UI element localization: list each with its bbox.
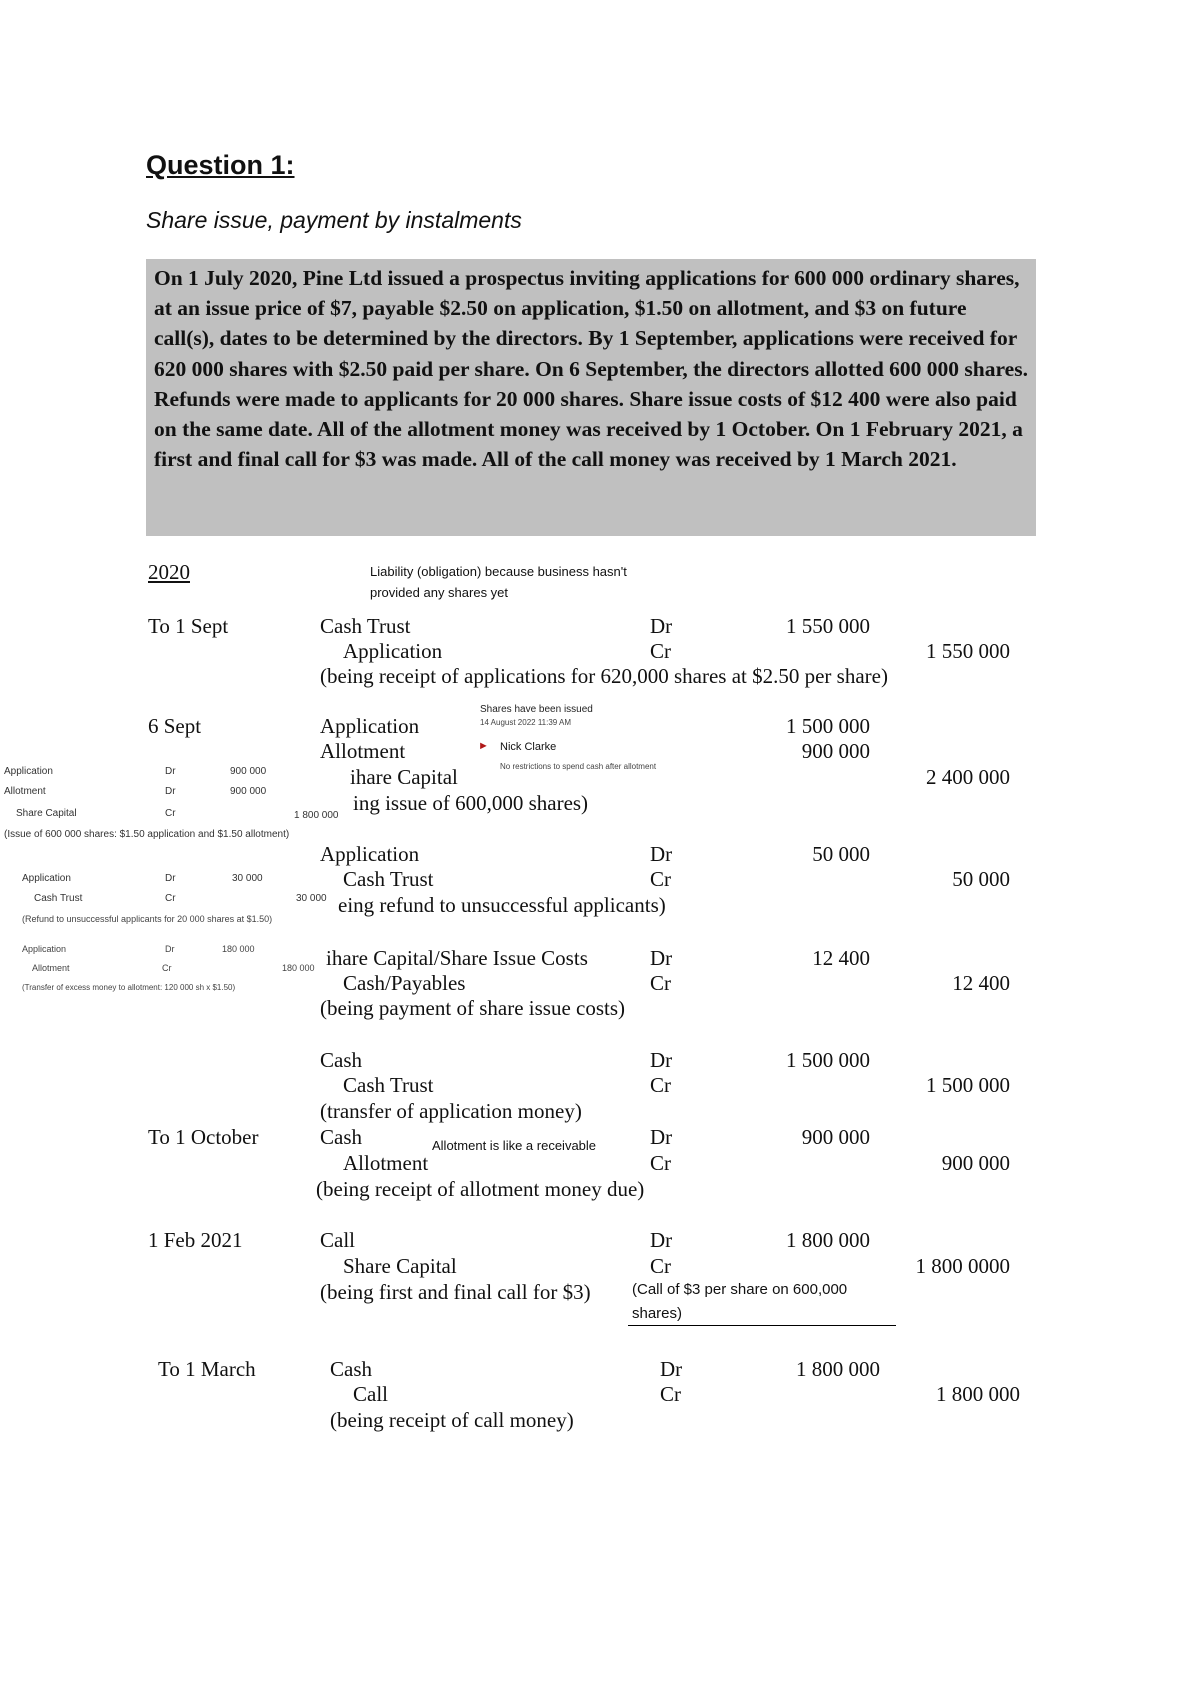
entry4-debit-amount: 12 400 — [812, 946, 870, 970]
call-note-underline — [628, 1325, 896, 1326]
entry7-narration: (being first and final call for $3) — [320, 1280, 591, 1304]
side-b-line1-amount: 30 000 — [232, 873, 263, 884]
entry5-dr: Dr — [650, 1048, 673, 1072]
entry4-credit-account: Cash/Payables — [343, 971, 466, 995]
year-heading: 2020 — [148, 560, 190, 584]
entry2-debit-amount-1: 1 500 000 — [786, 714, 870, 738]
entry1-debit-amount: 1 550 000 — [786, 614, 870, 638]
side-b-line1-account: Application — [22, 873, 71, 884]
entry2-debit-account-2: Allotment — [320, 739, 406, 763]
entry5-narration: (transfer of application money) — [320, 1099, 582, 1123]
entry7-credit-amount: 1 800 0000 — [915, 1254, 1010, 1278]
entry8-cr: Cr — [660, 1382, 681, 1406]
entry8-debit-account: Cash — [330, 1357, 372, 1381]
entry3-credit-amount: 50 000 — [952, 867, 1010, 891]
entry3-credit-account: Cash Trust — [343, 867, 434, 891]
side-c-line1-amount: 180 000 — [222, 944, 255, 954]
entry3-debit-amount: 50 000 — [812, 842, 870, 866]
entry4-cr: Cr — [650, 971, 671, 995]
comment-marker-icon: ► — [478, 740, 489, 752]
entry2-credit-amount: 2 400 000 — [926, 765, 1010, 789]
entry4-credit-amount: 12 400 — [952, 971, 1010, 995]
entry8-credit-amount: 1 800 000 — [936, 1382, 1020, 1406]
entry2-date: 6 Sept — [148, 714, 202, 738]
entry5-credit-amount: 1 500 000 — [926, 1073, 1010, 1097]
entry4-dr: Dr — [650, 946, 673, 970]
entry7-cr: Cr — [650, 1254, 671, 1278]
entry1-debit-account: Cash Trust — [320, 614, 411, 638]
side-a-line1-amount: 900 000 — [230, 766, 267, 777]
entry2-narration: ing issue of 600,000 shares) — [353, 791, 589, 815]
side-b-line2-amount: 30 000 — [296, 893, 327, 904]
comment-date: 14 August 2022 11:39 AM — [480, 718, 572, 727]
entry6-debit-account: Cash — [320, 1125, 362, 1149]
entry8-debit-amount: 1 800 000 — [796, 1357, 880, 1381]
side-c-line1-dr: Dr — [165, 944, 175, 954]
side-b-line2-account: Cash Trust — [34, 893, 83, 904]
problem-text: On 1 July 2020, Pine Ltd issued a prospectus inviting applications for 600 000 ordinary shares, at an issue price of $7, payable $2.50 on application, $1.50 on allotment, and $3 on future call(s), dates to be determined by the directors. By 1 September, applications were received for 620 000 shares with $2.50 paid per share. On 6 September, the directors allotted 600 000 shares. Refunds were made to applicants for 20 000 shares. Share issue costs of $12 400 were also paid on the same date. All of the allotment money was received by 1 October. On 1 February 2021, a first and final call for $3 was made. All of the call money was received by 1 March 2021. — [154, 266, 1028, 472]
entry3-dr: Dr — [650, 842, 673, 866]
liability-note-line2: provided any shares yet — [370, 585, 509, 600]
entry7-credit-account: Share Capital — [343, 1254, 457, 1278]
entry6-dr: Dr — [650, 1125, 673, 1149]
entry3-debit-account: Application — [320, 842, 420, 866]
entry5-cr: Cr — [650, 1073, 671, 1097]
entry7-dr: Dr — [650, 1228, 673, 1252]
entry6-credit-account: Allotment — [343, 1151, 429, 1175]
entry3-cr: Cr — [650, 867, 671, 891]
side-c-line2-account: Allotment — [32, 963, 70, 973]
entry8-narration: (being receipt of call money) — [330, 1408, 574, 1432]
question-subtitle: Share issue, payment by instalments — [146, 207, 522, 233]
side-a-line2-account: Allotment — [4, 786, 46, 797]
entry5-credit-account: Cash Trust — [343, 1073, 434, 1097]
comment-text: No restrictions to spend cash after allotment — [500, 762, 657, 771]
entry6-debit-amount: 900 000 — [801, 1125, 870, 1149]
entry5-debit-amount: 1 500 000 — [786, 1048, 870, 1072]
side-a-line2-amount: 900 000 — [230, 786, 267, 797]
side-a-line2-dr: Dr — [165, 786, 176, 797]
entry4-narration: (being payment of share issue costs) — [320, 996, 626, 1020]
entry6-date: To 1 October — [148, 1125, 259, 1149]
side-b-line2-cr: Cr — [165, 893, 176, 904]
call-note-line1: (Call of $3 per share on 600,000 — [632, 1281, 848, 1298]
allotment-receivable-note: Allotment is like a receivable — [432, 1138, 597, 1153]
side-c-line2-cr: Cr — [162, 963, 172, 973]
entry8-dr: Dr — [660, 1357, 683, 1381]
entry7-debit-account: Call — [320, 1228, 355, 1252]
side-a-line1-account: Application — [4, 766, 53, 777]
entry8-credit-account: Call — [353, 1382, 388, 1406]
question-title: Question 1: — [146, 150, 295, 180]
problem-box — [146, 259, 1036, 536]
side-a-line3-account: Share Capital — [16, 808, 77, 819]
entry7-debit-amount: 1 800 000 — [786, 1228, 870, 1252]
entry6-credit-amount: 900 000 — [941, 1151, 1010, 1175]
entry6-narration: (being receipt of allotment money due) — [316, 1177, 645, 1201]
side-a-narration: (Issue of 600 000 shares: $1.50 application and $1.50 allotment) — [4, 829, 290, 840]
entry1-credit-account: Application — [343, 639, 443, 663]
entry5-debit-account: Cash — [320, 1048, 362, 1072]
entry1-credit-amount: 1 550 000 — [926, 639, 1010, 663]
comment-author: Nick Clarke — [500, 741, 557, 753]
entry1-dr: Dr — [650, 614, 673, 638]
side-c-narration: (Transfer of excess money to allotment: 120 000 sh x $1.50) — [22, 983, 236, 992]
entry8-date: To 1 March — [158, 1357, 256, 1381]
entry2-debit-account-1: Application — [320, 714, 420, 738]
entry2-credit-account: ihare Capital — [350, 765, 458, 789]
entry1-narration: (being receipt of applications for 620,000 shares at $2.50 per share) — [320, 664, 888, 688]
side-b-line1-dr: Dr — [165, 873, 176, 884]
side-a-line3-amount: 1 800 000 — [294, 810, 339, 821]
shares-issued-note: Shares have been issued — [480, 704, 593, 715]
side-c-line1-account: Application — [22, 944, 67, 954]
entry4-debit-account: ihare Capital/Share Issue Costs — [326, 946, 588, 970]
entry1-cr: Cr — [650, 639, 671, 663]
entry2-debit-amount-2: 900 000 — [801, 739, 870, 763]
entry1-date: To 1 Sept — [148, 614, 229, 638]
entry6-cr: Cr — [650, 1151, 671, 1175]
side-c-line2-amount: 180 000 — [282, 963, 315, 973]
liability-note-line1: Liability (obligation) because business hasn't — [370, 564, 627, 579]
side-a-line3-cr: Cr — [165, 808, 176, 819]
call-note-line2: shares) — [632, 1305, 683, 1322]
entry7-date: 1 Feb 2021 — [148, 1228, 243, 1252]
entry3-narration: eing refund to unsuccessful applicants) — [338, 893, 666, 917]
side-a-line1-dr: Dr — [165, 766, 176, 777]
side-b-narration: (Refund to unsuccessful applicants for 20 000 shares at $1.50) — [22, 914, 273, 924]
